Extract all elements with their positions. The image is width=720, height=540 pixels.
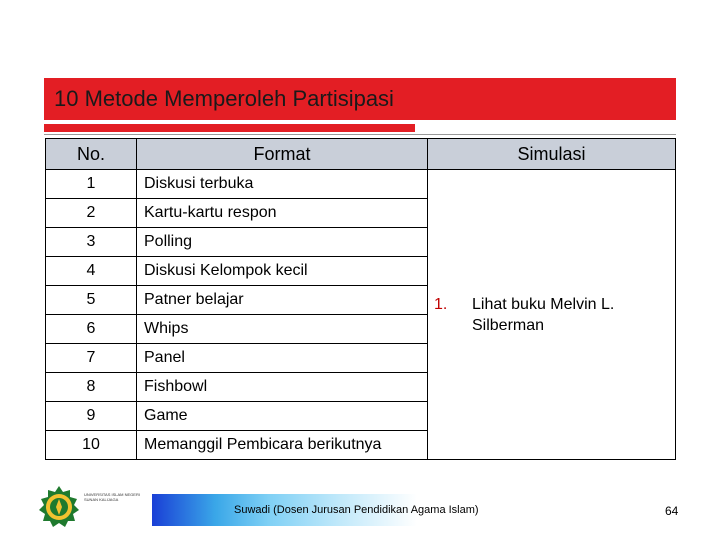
header-no: No. — [46, 139, 137, 170]
simulasi-item — [428, 294, 675, 336]
row-format: Whips — [137, 315, 428, 344]
row-number: 4 — [46, 257, 137, 286]
university-seal-icon — [36, 484, 82, 530]
row-number: 5 — [46, 286, 137, 315]
row-number: 1 — [46, 170, 137, 199]
row-number: 10 — [46, 431, 137, 460]
row-number: 9 — [46, 402, 137, 431]
simulasi-marker: 1. — [434, 295, 448, 313]
simulasi-text: Lihat buku Melvin L. Silberman — [472, 295, 615, 334]
table-header-row — [46, 139, 676, 170]
footer-credit: Suwadi (Dosen Jurusan Pendidikan Agama Islam) — [234, 504, 479, 516]
title-underline — [44, 124, 415, 132]
simulasi-cell — [428, 170, 676, 460]
page-number: 64 — [665, 504, 679, 518]
table-row — [46, 170, 676, 199]
row-format: Diskusi terbuka — [137, 170, 428, 199]
row-format: Panel — [137, 344, 428, 373]
row-format: Polling — [137, 228, 428, 257]
row-format: Kartu-kartu respon — [137, 199, 428, 228]
row-format: Patner belajar — [137, 286, 428, 315]
row-format: Fishbowl — [137, 373, 428, 402]
row-number: 3 — [46, 228, 137, 257]
row-number: 2 — [46, 199, 137, 228]
title-rule — [44, 134, 676, 135]
logo-caption: UNIVERSITAS ISLAM NEGERI SUNAN KALIJAGA — [84, 492, 140, 502]
row-format: Memanggil Pembicara berikutnya — [137, 431, 428, 460]
row-number: 8 — [46, 373, 137, 402]
header-format: Format — [137, 139, 428, 170]
row-format: Game — [137, 402, 428, 431]
methods-table — [45, 138, 676, 460]
title-bar — [44, 78, 676, 120]
row-number: 6 — [46, 315, 137, 344]
slide-title: 10 Metode Memperoleh Partisipasi — [54, 86, 394, 111]
header-simulasi: Simulasi — [428, 139, 676, 170]
row-number: 7 — [46, 344, 137, 373]
row-format: Diskusi Kelompok kecil — [137, 257, 428, 286]
